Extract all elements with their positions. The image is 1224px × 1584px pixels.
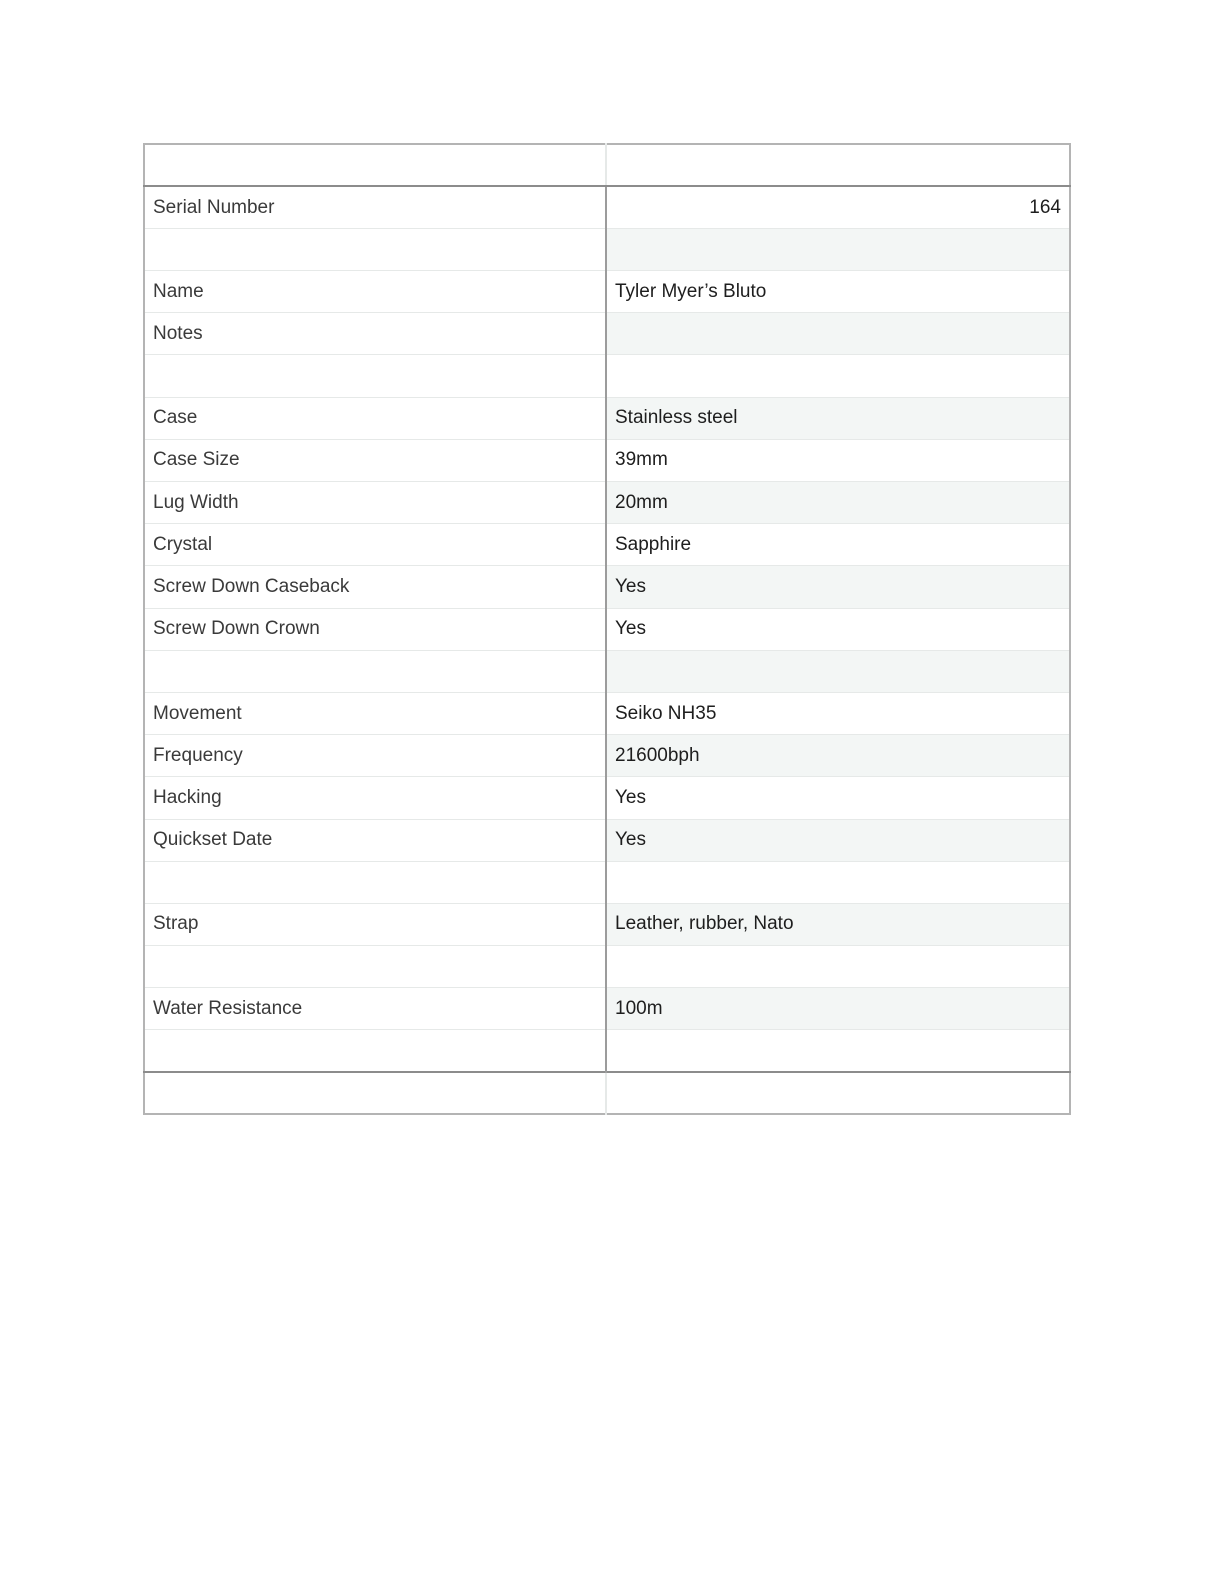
table-row xyxy=(144,735,1070,777)
spec-value-cell xyxy=(606,861,1070,903)
table-row xyxy=(144,355,1070,397)
spec-label-cell: Notes xyxy=(144,313,606,355)
spec-label-cell: Quickset Date xyxy=(144,819,606,861)
header-cell-value xyxy=(606,144,1070,186)
spec-label-cell xyxy=(144,946,606,988)
spec-value-cell: 100m xyxy=(606,988,1070,1030)
spec-label-cell xyxy=(144,228,606,270)
table-row xyxy=(144,608,1070,650)
table-row xyxy=(144,903,1070,945)
spec-label-cell: Name xyxy=(144,271,606,313)
spec-value-cell: Tyler Myer’s Bluto xyxy=(606,271,1070,313)
spec-label-cell xyxy=(144,1030,606,1072)
table-row xyxy=(144,313,1070,355)
spec-value-cell: Yes xyxy=(606,608,1070,650)
spec-label-cell: Lug Width xyxy=(144,482,606,524)
table-row xyxy=(144,988,1070,1030)
table-row xyxy=(144,524,1070,566)
table-row xyxy=(144,946,1070,988)
table-row xyxy=(144,1030,1070,1072)
table-footer-row xyxy=(144,1072,1070,1114)
spec-label-cell: Case xyxy=(144,397,606,439)
spec-value-cell xyxy=(606,946,1070,988)
spec-label-cell: Screw Down Caseback xyxy=(144,566,606,608)
header-cell-label xyxy=(144,144,606,186)
spec-value-cell: Leather, rubber, Nato xyxy=(606,903,1070,945)
spec-value-cell: Yes xyxy=(606,819,1070,861)
spec-value-cell xyxy=(606,650,1070,692)
spec-value-cell xyxy=(606,1030,1070,1072)
spec-value-cell: 39mm xyxy=(606,439,1070,481)
table-row xyxy=(144,777,1070,819)
footer-cell-label xyxy=(144,1072,606,1114)
spec-value-cell: 21600bph xyxy=(606,735,1070,777)
spec-value-cell: 164 xyxy=(606,186,1070,228)
spec-label-cell: Case Size xyxy=(144,439,606,481)
table-row xyxy=(144,397,1070,439)
table-row xyxy=(144,439,1070,481)
spec-value-cell: Seiko NH35 xyxy=(606,692,1070,734)
spec-value-cell: 20mm xyxy=(606,482,1070,524)
watch-spec-table xyxy=(143,143,1071,1115)
spec-label-cell xyxy=(144,861,606,903)
table-row xyxy=(144,692,1070,734)
table-header-row xyxy=(144,144,1070,186)
table-row xyxy=(144,228,1070,270)
spec-label-cell: Strap xyxy=(144,903,606,945)
spec-label-cell: Movement xyxy=(144,692,606,734)
spec-label-cell: Screw Down Crown xyxy=(144,608,606,650)
table-row xyxy=(144,482,1070,524)
spec-value-cell: Stainless steel xyxy=(606,397,1070,439)
table-row xyxy=(144,861,1070,903)
table-row xyxy=(144,819,1070,861)
table-row xyxy=(144,566,1070,608)
table-row xyxy=(144,186,1070,228)
spec-label-cell: Frequency xyxy=(144,735,606,777)
spec-label-cell xyxy=(144,650,606,692)
spec-value-cell xyxy=(606,228,1070,270)
footer-cell-value xyxy=(606,1072,1070,1114)
spec-label-cell: Crystal xyxy=(144,524,606,566)
table-row xyxy=(144,650,1070,692)
spec-label-cell: Water Resistance xyxy=(144,988,606,1030)
spec-value-cell: Yes xyxy=(606,777,1070,819)
spec-label-cell xyxy=(144,355,606,397)
spec-value-cell xyxy=(606,355,1070,397)
spec-value-cell xyxy=(606,313,1070,355)
spec-label-cell: Hacking xyxy=(144,777,606,819)
spec-label-cell: Serial Number xyxy=(144,186,606,228)
spec-value-cell: Yes xyxy=(606,566,1070,608)
spec-value-cell: Sapphire xyxy=(606,524,1070,566)
table-row xyxy=(144,271,1070,313)
